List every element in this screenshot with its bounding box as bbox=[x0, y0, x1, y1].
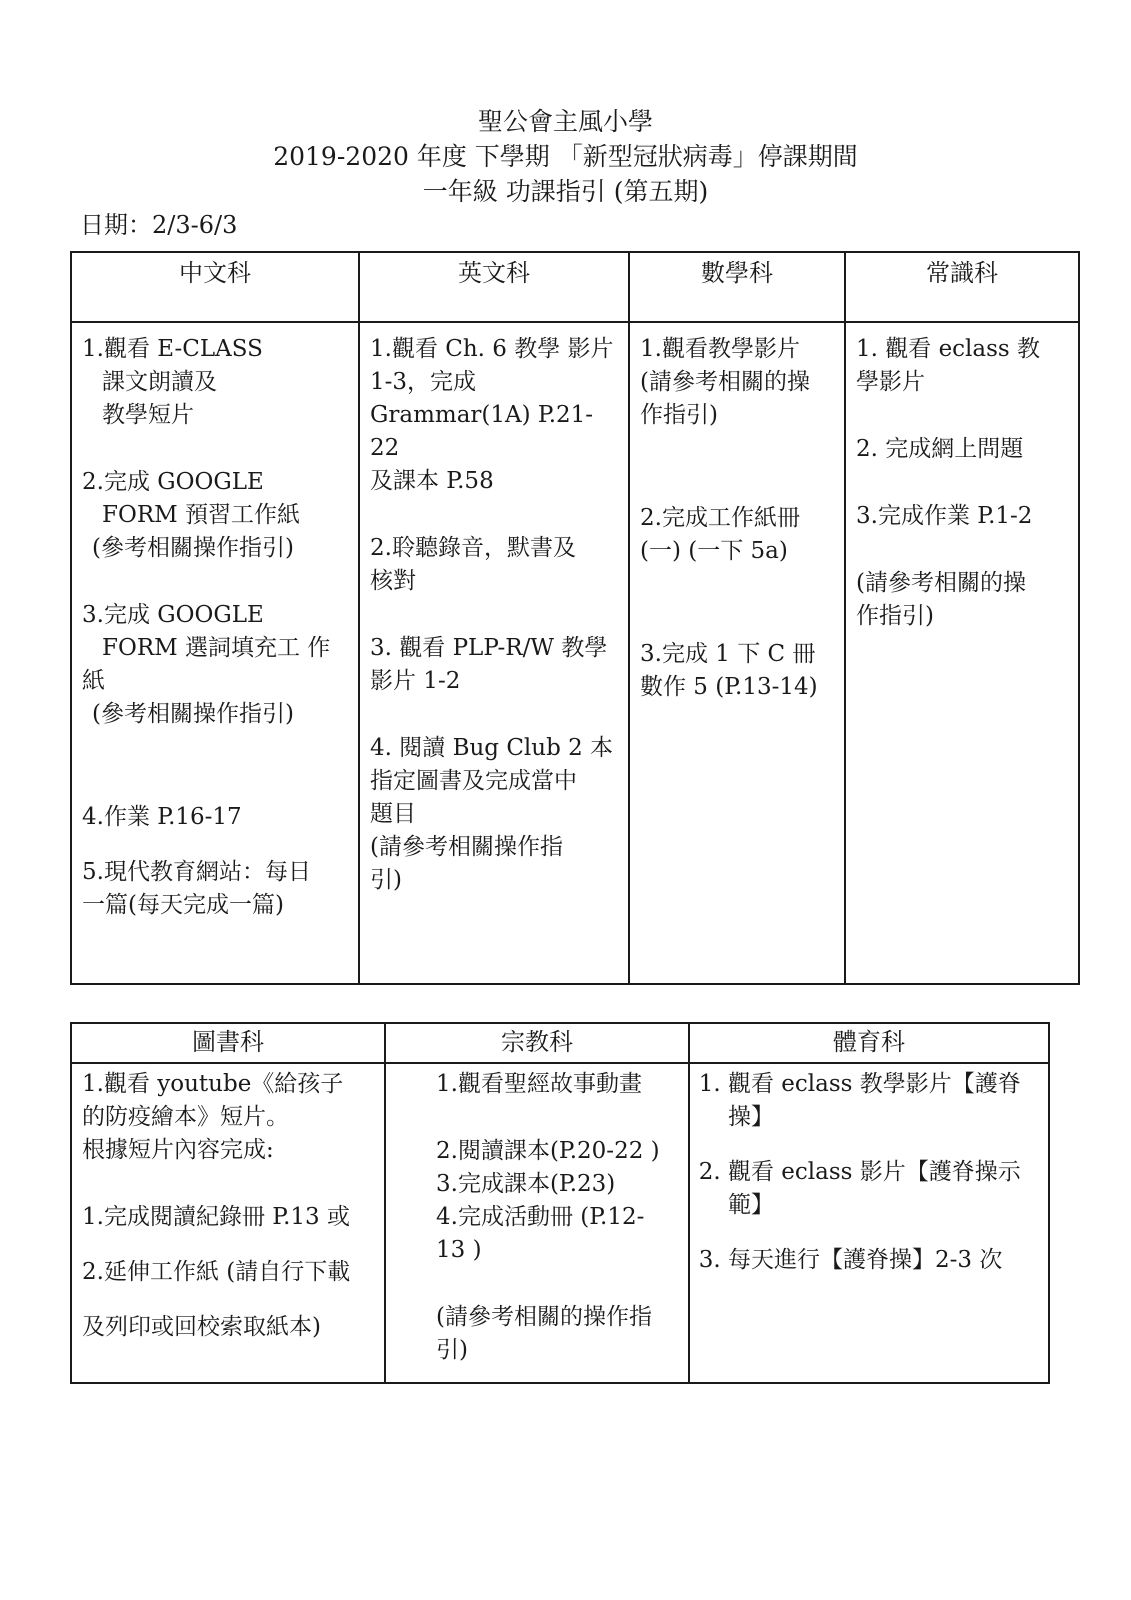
library-line: 及列印或回校索取紙本) bbox=[82, 1314, 321, 1340]
religion-line: 1.觀看聖經故事動畫 bbox=[436, 1071, 642, 1097]
english-line: 題目 bbox=[370, 801, 416, 827]
guide-title: 一年級 功課指引 (第五期) bbox=[422, 177, 709, 206]
math-line: 3.完成 1 下 C 冊 bbox=[640, 641, 816, 667]
chinese-line: (參考相關操作指引) bbox=[92, 701, 294, 727]
cell-english bbox=[359, 322, 629, 984]
chinese-line: 課文朗讀及 bbox=[102, 369, 217, 395]
chinese-line: FORM 預習工作紙 bbox=[102, 502, 300, 528]
cell-general-studies bbox=[845, 322, 1079, 984]
pe-item: 1. 觀看 eclass 教學影片【護脊操】 bbox=[728, 1068, 1040, 1134]
gs-line: 學影片 bbox=[856, 369, 925, 395]
chinese-line: FORM 選詞填充工 作 bbox=[102, 635, 331, 661]
religion-line: 4.完成活動冊 (P.12- bbox=[436, 1204, 645, 1230]
header-chinese: 中文科 bbox=[71, 252, 359, 322]
chinese-line: 3.完成 GOOGLE bbox=[82, 602, 264, 628]
english-line: 1.觀看 Ch. 6 教學 影片 bbox=[370, 336, 614, 362]
english-line: (請參考相關操作指 bbox=[370, 834, 563, 860]
religion-line: 引) bbox=[436, 1337, 468, 1363]
school-name: 聖公會主風小學 bbox=[477, 107, 653, 136]
header-religion: 宗教科 bbox=[385, 1023, 689, 1063]
chinese-line: 2.完成 GOOGLE bbox=[82, 469, 264, 495]
library-line: 1.觀看 youtube《給孩子 bbox=[82, 1071, 344, 1097]
term-title: 2019-2020 年度 下學期 「新型冠狀病毒」停課期間 bbox=[273, 142, 858, 171]
religion-line: 2.閱讀課本(P.20-22 ) bbox=[436, 1138, 660, 1164]
math-line: (一) (一下 5a) bbox=[640, 538, 788, 564]
header-library: 圖書科 bbox=[71, 1023, 385, 1063]
math-line: (請參考相關的操 bbox=[640, 369, 810, 395]
english-line: Grammar(1A) P.21-22 bbox=[370, 402, 594, 461]
english-line: 及課本 P.58 bbox=[370, 468, 494, 494]
homework-table-main bbox=[70, 251, 1080, 985]
chinese-line: 4.作業 P.16-17 bbox=[82, 804, 242, 830]
english-line: 核對 bbox=[370, 568, 416, 594]
chinese-line: (參考相關操作指引) bbox=[92, 535, 294, 561]
library-line: 根據短片內容完成: bbox=[82, 1137, 274, 1163]
english-line: 3. 觀看 PLP-R/W 教學 bbox=[370, 635, 608, 661]
cell-pe bbox=[689, 1063, 1049, 1383]
pe-item: 3. 每天進行【護脊操】2-3 次 bbox=[728, 1244, 1040, 1277]
header-general-studies: 常識科 bbox=[845, 252, 1079, 322]
english-line: 4. 閱讀 Bug Club 2 本 bbox=[370, 735, 614, 761]
cell-math bbox=[629, 322, 845, 984]
header-english: 英文科 bbox=[359, 252, 629, 322]
cell-chinese bbox=[71, 322, 359, 984]
math-line: 1.觀看教學影片 bbox=[640, 336, 800, 362]
religion-line: 13 ) bbox=[436, 1237, 482, 1263]
header-math: 數學科 bbox=[629, 252, 845, 322]
document-header bbox=[0, 104, 1131, 209]
chinese-line: 教學短片 bbox=[102, 402, 194, 428]
library-line: 1.完成閱讀紀錄冊 P.13 或 bbox=[82, 1204, 350, 1230]
gs-line: (請參考相關的操 bbox=[856, 570, 1026, 596]
cell-library bbox=[71, 1063, 385, 1383]
library-line: 2.延伸工作紙 (請自行下載 bbox=[82, 1259, 351, 1285]
english-line: 影片 1-2 bbox=[370, 668, 461, 694]
chinese-line: 1.觀看 E-CLASS bbox=[82, 336, 263, 362]
pe-list bbox=[692, 1068, 1040, 1277]
english-line: 2.聆聽錄音，默書及 bbox=[370, 535, 576, 561]
math-line: 作指引) bbox=[640, 402, 718, 428]
english-line: 1-3，完成 bbox=[370, 369, 477, 395]
gs-line: 1. 觀看 eclass 教 bbox=[856, 336, 1041, 362]
gs-line: 作指引) bbox=[856, 603, 934, 629]
homework-table-secondary bbox=[70, 1022, 1050, 1384]
math-line: 2.完成工作紙冊 bbox=[640, 505, 800, 531]
english-line: 指定圖書及完成當中 bbox=[370, 768, 577, 794]
english-line: 引) bbox=[370, 867, 402, 893]
header-pe: 體育科 bbox=[689, 1023, 1049, 1063]
date-range: 日期：2/3-6/3 bbox=[80, 211, 238, 239]
pe-item: 2. 觀看 eclass 影片【護脊操示範】 bbox=[728, 1156, 1040, 1222]
chinese-line: 紙 bbox=[82, 668, 105, 694]
math-line: 數作 5 (P.13-14) bbox=[640, 674, 818, 700]
gs-line: 2. 完成網上問題 bbox=[856, 436, 1024, 462]
library-line: 的防疫繪本》短片。 bbox=[82, 1104, 289, 1130]
gs-line: 3.完成作業 P.1-2 bbox=[856, 503, 1033, 529]
chinese-line: 5.現代教育網站：每日 bbox=[82, 859, 311, 885]
cell-religion bbox=[385, 1063, 689, 1383]
chinese-line: 一篇(每天完成一篇) bbox=[82, 892, 284, 918]
religion-line: 3.完成課本(P.23) bbox=[436, 1171, 616, 1197]
religion-line: (請參考相關的操作指 bbox=[436, 1304, 652, 1330]
